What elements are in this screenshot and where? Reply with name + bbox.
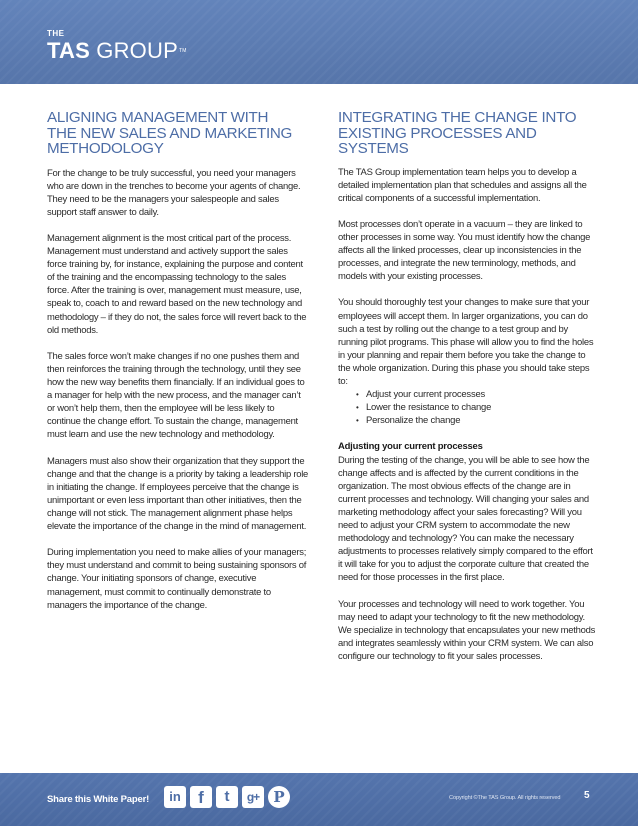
right-column xyxy=(338,110,596,663)
body-paragraph: Your processes and technology will need to work together. You may need to adapt your technology to fit the new methodology. We specialize in technology that encapsulates your new methods and integrates seamlessly within your CRM system. We can also configure our technology to fit your sales processes. xyxy=(338,598,596,662)
body-paragraph: The TAS Group implementation team helps you to develop a detailed implementation plan that schedules and assigns all the critical components of a successful implementation. xyxy=(338,166,587,204)
left-title-line: ALIGNING MANAGEMENT WITH xyxy=(47,109,269,126)
list-item: • Personalize the change xyxy=(356,414,596,427)
right-section-title xyxy=(338,110,596,157)
left-column xyxy=(47,110,309,612)
googleplus-icon[interactable]: g+ xyxy=(242,786,264,808)
copyright-notice: Copyright ©The TAS Group. All rights reserved xyxy=(449,795,561,801)
left-section-title xyxy=(47,110,309,157)
logo-group: GROUP xyxy=(96,38,178,63)
logo-trademark: TM xyxy=(178,48,187,54)
page-number: 5 xyxy=(584,790,590,801)
tas-group-logo xyxy=(47,30,187,62)
body-paragraph: During the testing of the change, you will be able to see how the change affects and is affected by the current conditions in the organization. The most obvious effects of the change are in current processes and technology. Will changing your sales and marketing methodology affect your sales forecasting? Will you need to adjust your CRM system to accommodate the new methodology and technology? You can make the necessary adjustments to processes relatively simply compared to the effort it will take for you to adjust the corporate culture that created the need for those processes in the first place. xyxy=(338,454,593,584)
pinterest-icon[interactable]: P xyxy=(268,786,290,808)
twitter-icon[interactable]: t xyxy=(216,786,238,808)
list-item: • Adjust your current processes xyxy=(356,388,596,401)
body-paragraph: Management alignment is the most critical part of the process. Management must understand and actively support the sales force training by, for instance, explaining the purpose and content of the training and the encompassing technology to the sales force. After the training is over, management must measure, use, speak to, coach to and reward based on the new technology and methodology – if they do not, the sales force will revert back to the old methods. xyxy=(47,232,307,336)
left-title-line: METHODOLOGY xyxy=(47,140,164,157)
body-paragraph: The sales force won’t make changes if no one pushes them and then reinforces the training through the technology, until they see how the new way benefits them financially. If an individual goes to a manager for help with the new process, and the manager can’t or won’t help them, then the employee will be less likely to continue the change effort. To sustain the change, management must learn and use the new technology and methodology. xyxy=(47,350,305,441)
logo-the: THE xyxy=(47,29,65,38)
header-banner xyxy=(0,0,638,84)
right-title-line: EXISTING PROCESSES AND SYSTEMS xyxy=(338,124,537,157)
share-label: Share this White Paper! xyxy=(47,794,150,805)
body-paragraph: During implementation you need to make allies of your managers; they must understand and commit to being sustaining sponsors of change. Your initiating sponsors of change, executive management, must commit to continually demonstrate to managers the importance of the change. xyxy=(47,547,307,611)
facebook-icon[interactable]: f xyxy=(190,786,212,808)
logo-wordmark xyxy=(47,40,187,62)
body-paragraph: For the change to be truly successful, you need your managers who are down in the trenches to become your agents of change. They need to be the managers your salespeople and sales support staff answer to daily. xyxy=(47,167,301,218)
footer-bar xyxy=(0,773,638,826)
subheading: Adjusting your current processes xyxy=(338,441,483,453)
body-paragraph: Managers must also show their organization that they support the change and that the change is a priority by taking a leadership role in initiating the change. If employees perceive that the change is unimportant or even less important than other initiatives, then the change will not stick. The management alignment phase helps elevate the importance of the change in the mind of management. xyxy=(47,455,309,533)
steps-list xyxy=(356,388,596,427)
logo-tas: TAS xyxy=(47,38,90,63)
body-paragraph: You should thoroughly test your changes to make sure that your employees will accept them. In larger organizations, you can do such a test by rolling out the change to a test group and by running pilot programs. This phase will allow you to find the holes in your planning and repair them before you take the change to the whole organization. During this phase you should take steps to: xyxy=(338,297,594,387)
right-title-line: INTEGRATING THE CHANGE INTO xyxy=(338,109,577,126)
linkedin-icon[interactable]: in xyxy=(164,786,186,808)
body-paragraph: Most processes don’t operate in a vacuum – they are linked to other processes in some way. You must identify how the change affects all the linked processes, clear up inconsistencies in the processes, and integrate the new terminology, methods, and models with your existing processes. xyxy=(338,218,591,283)
left-title-line: THE NEW SALES AND MARKETING xyxy=(47,124,293,142)
list-item: • Lower the resistance to change xyxy=(356,401,596,414)
